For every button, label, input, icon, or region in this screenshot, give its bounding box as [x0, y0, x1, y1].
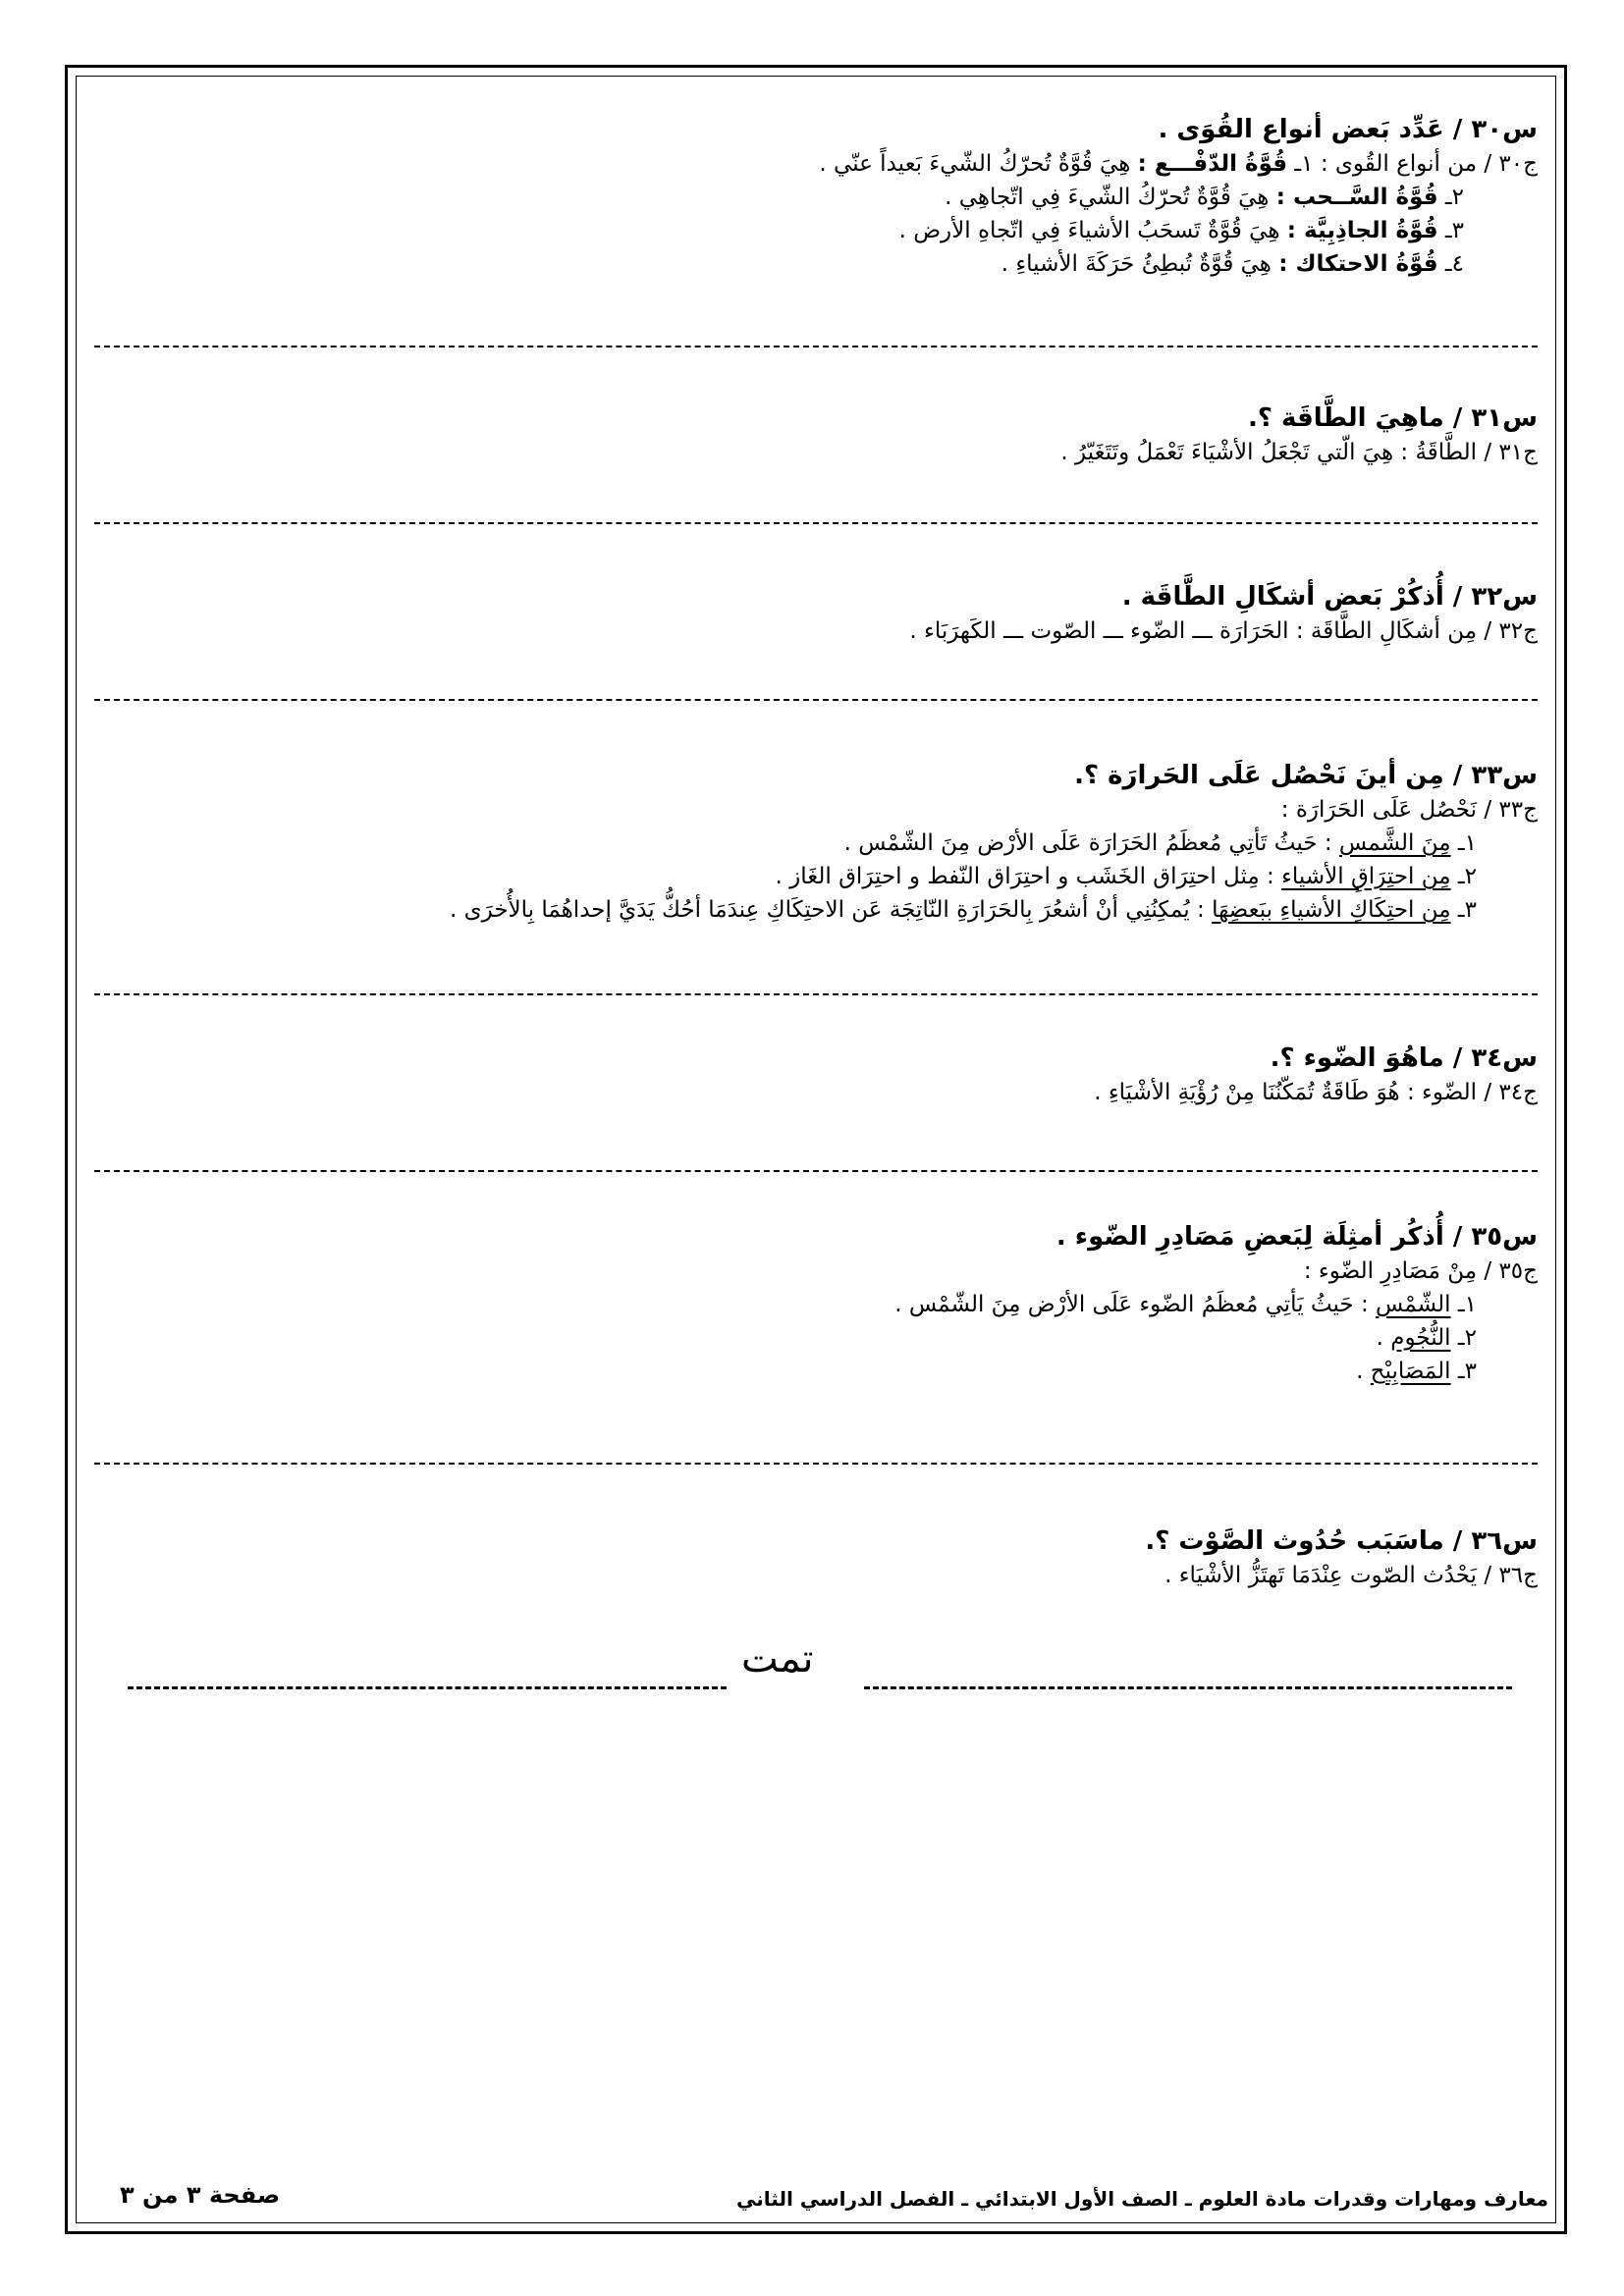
answer-30-item-1-text: هِيَ قُوَّةٌ تُحرّكُ الشّيءَ بَعيداً عنّي . [819, 151, 1131, 177]
answer-30-item-1-term: قُوَّةُ الدّفْـــع : [1137, 151, 1288, 177]
question-31-title: س٣١ / ماهِيَ الطَّاقَة ؟. [1247, 403, 1538, 433]
answer-30-item-3-text: هِيَ قُوَّةٌ تَسحَبُ الأشياءَ فِي اتّجاهِ الأرض . [898, 218, 1280, 243]
answer-30-line-4 [94, 247, 1538, 281]
answer-30-item-2-text: هِيَ قُوَّةٌ تُحرّكُ الشّيءَ فِي اتّجاهِي . [945, 185, 1270, 210]
answer-33-item-1 [94, 827, 1538, 860]
answer-30-item-2-num: ٢ـ [1444, 185, 1464, 210]
answer-30-item-3-num: ٣ـ [1444, 218, 1464, 243]
answer-35-item-2-num: ٢ـ [1457, 1325, 1477, 1351]
page-border-inner [76, 76, 1556, 2223]
answer-30-item-2-term: قُوَّةُ السَّــحب : [1275, 185, 1438, 210]
answer-33-item-3 [94, 893, 1538, 927]
question-32 [94, 579, 1538, 648]
question-32-title: س٣٢ / أُذكُرْ بَعض أشكَالِ الطَّاقَة . [1121, 582, 1538, 612]
question-35-title: س٣٥ / أُذكُر أمثِلَة لِبَعضِ مَصَادِرِ الضّوء . [1056, 1222, 1538, 1252]
answer-33-item-3-term: مِن احتِكَاكِ الأشياءِ ببَعضِهَا [1212, 897, 1451, 923]
separator-1 [94, 346, 1538, 347]
separator-6 [94, 1463, 1538, 1465]
question-30-title: س٣٠ / عَدِّد بَعض أنواع القُوَى . [1158, 115, 1538, 144]
answer-33-item-1-text: : حَيثُ تَأتِي مُعظَمُ الحَرَارَة عَلَى الأرْض مِنَ الشّمْس . [843, 830, 1332, 856]
answer-33-item-2 [94, 860, 1538, 893]
answer-35-item-2 [94, 1321, 1538, 1355]
question-33-title: س٣٣ / مِن أينَ نَحْصُل عَلَى الحَرارَة ؟. [1074, 761, 1538, 790]
separator-2 [94, 522, 1538, 524]
answer-35-item-1 [94, 1288, 1538, 1321]
separator-4 [94, 993, 1538, 995]
answer-35-item-2-term: النُّجُوم [1390, 1325, 1451, 1351]
answer-35-item-3-text: . [1356, 1359, 1364, 1384]
question-31 [94, 400, 1538, 469]
answer-33-item-1-num: ١ـ [1457, 830, 1477, 856]
question-36-title: س٣٦ / ماسَبَب حُدُوث الصَّوْت ؟. [1145, 1526, 1538, 1556]
question-33 [94, 758, 1538, 927]
answer-33-item-2-num: ٢ـ [1457, 864, 1477, 889]
answer-30-intro: ج٣٠ / من أنواع القُوى : ١ـ [1294, 151, 1538, 177]
answer-35-item-2-text: . [1376, 1325, 1383, 1351]
answer-33-item-1-term: مِنَ الشَّمس [1338, 830, 1451, 856]
end-line-right [864, 1686, 1512, 1689]
answer-30-item-4-num: ٤ـ [1444, 251, 1464, 277]
answer-35-item-3-term: المَصَابِيْح [1370, 1359, 1451, 1384]
answer-33-item-3-num: ٣ـ [1457, 897, 1477, 923]
question-34 [94, 1041, 1538, 1109]
answer-33-item-3-text: : يُمكِنُنِي أنْ أشعُرَ بِالحَرَارَةِ النّاتِجَة عَن الاحتِكَاكِ عِندَمَا أحُكُّ يَدَيَّ إحداهُمَا بِالأُخرَى . [450, 897, 1205, 923]
end-mark: تمت [741, 1636, 814, 1682]
answer-35-item-1-text: : حَيثُ يَأتِي مُعظَمُ الضّوء عَلَى الأرْض مِنَ الشّمْس . [894, 1292, 1369, 1317]
footer-course-title: معارف ومهارات وقدرات مادة العلوم ـ الصف الأول الابتدائي ـ الفصل الدراسي الثاني [736, 2187, 1548, 2211]
answer-30-item-4-term: قُوَّةُ الاحتكاك : [1278, 251, 1438, 277]
answer-30-item-3-term: قُوَّةُ الجاذِبِيَّة : [1286, 218, 1438, 243]
answer-33-item-2-term: مِن احتِرَاقِ الأشياء [1281, 864, 1451, 889]
answer-35-intro: ج٣٥ / مِنْ مَصَادِرِ الضّوء : [1303, 1258, 1538, 1284]
answer-35-item-3-num: ٣ـ [1457, 1359, 1477, 1384]
answer-30-item-4-text: هِيَ قُوَّةٌ تُبطِئُ حَرَكَةَ الأشياءِ . [1001, 251, 1272, 277]
answer-35-item-1-term: الشّمْس [1376, 1292, 1451, 1317]
answer-35-item-1-num: ١ـ [1457, 1292, 1477, 1317]
end-line-left [128, 1686, 727, 1689]
answer-30-line-3 [94, 214, 1538, 247]
answer-31: ج٣١ / الطَّاقَةُ : هِيَ الّتي تَجْعَلُ الأشْيَاءَ تَعْمَلُ وتَتَغَيّرُ . [1060, 440, 1538, 465]
question-35 [94, 1219, 1538, 1388]
answer-33-intro: ج٣٣ / نَحْصُل عَلَى الحَرَارَة : [1280, 797, 1538, 823]
answer-30-line-1 [94, 147, 1538, 181]
answer-30-line-2 [94, 181, 1538, 214]
answer-33-item-2-text: : مِثل احتِرَاق الخَشَب و احتِرَاق النّفط و احتِرَاق الغَاز . [775, 864, 1274, 889]
question-34-title: س٣٤ / ماهُوَ الضّوء ؟. [1270, 1043, 1538, 1073]
answer-36: ج٣٦ / يَحْدُث الصّوت عِنْدَمَا تَهتَزُّ الأشْيَاء . [1164, 1563, 1538, 1588]
answer-32: ج٣٢ / مِن أشكَالِ الطَّاقَة : الحَرَارَة ـــ الضّوء ـــ الصّوت ـــ الكَهرَبَاء . [909, 618, 1538, 644]
separator-5 [94, 1170, 1538, 1172]
answer-35-item-3 [94, 1355, 1538, 1388]
answer-34: ج٣٤ / الضّوء : هُوَ طَاقَةٌ تُمَكّنُنَا مِنْ رُؤْيَةِ الأشْيَاءِ . [1094, 1080, 1538, 1105]
footer-page-number: صفحة ٣ من ٣ [120, 2181, 281, 2209]
question-30 [94, 112, 1538, 281]
question-36 [94, 1523, 1538, 1592]
separator-3 [94, 699, 1538, 701]
